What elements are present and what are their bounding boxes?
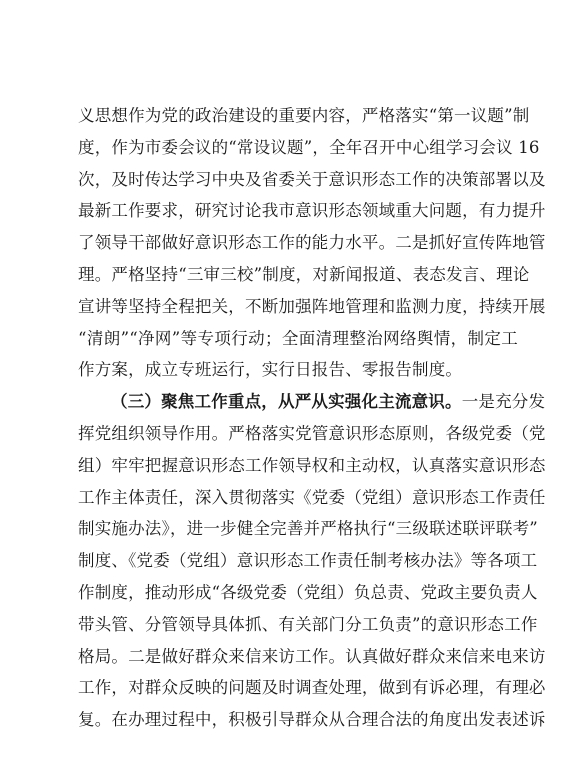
text-line-1: 义思想作为党的政治建设的重要内容，严格落实“第一议题”制: [78, 106, 530, 125]
text-line-16: 作制度，推动形成“各级党委（党组）负总责、党政主要负责人: [78, 582, 538, 602]
text-line-4: 最新工作要求，研究讨论我市意识形态领域重大问题，有力提升: [78, 201, 546, 221]
text-line-3: 次，及时传达学习中央及省委关于意识形态工作的决策部署以及: [78, 169, 546, 189]
document-page: [78, 100, 546, 736]
text-line-9: 作方案，成立专班运行，实行日报告、零报告制度。: [78, 360, 463, 380]
text-line-11: 挥党组织领导作用。严格落实党管意识形态原则，各级党委（党: [78, 423, 546, 443]
text-line-13: 工作主体责任，深入贯彻落实《党委（党组）意识形态工作责任: [78, 487, 546, 507]
text-line-19: 工作，对群众反映的问题及时调查处理，做到有诉必理，有理必: [78, 678, 546, 698]
text-line-14: 制实施办法》，进一步健全完善并严格执行“三级联述联评联考”: [78, 519, 538, 539]
section-heading: （三）聚焦工作重点，从严从实强化主流意识。: [111, 392, 462, 412]
text-line-6: 理。严格坚持“三审三校”制度，对新闻报道、表态发言、理论: [78, 264, 530, 284]
text-line-20: 复。在办理过程中，积极引导群众从合理合法的角度出发表述诉: [78, 710, 546, 730]
text-line-18: 格局。二是做好群众来信来访工作。认真做好群众来信来电来访: [78, 646, 546, 666]
section-heading-rest: 一是充分发: [461, 392, 546, 412]
text-line-8: “清朗”“净网”等专项行动；全面清理整治网络舆情，制定工: [78, 328, 518, 348]
text-line-7: 宣讲等坚持全程把关，不断加强阵地管理和监测力度，持续开展: [78, 296, 546, 316]
section-heading-line: [78, 386, 546, 418]
text-line-2: 度，作为市委会议的“常设议题”，全年召开中心组学习会议 16: [78, 137, 540, 157]
text-line-12: 组）牢牢把握意识形态工作领导权和主动权，认真落实意识形态: [78, 455, 546, 475]
text-line-15: 制度、《党委（党组）意识形态工作责任制考核办法》等各项工: [78, 551, 538, 571]
text-line-5: 了领导干部做好意识形态工作的能力水平。二是抓好宣传阵地管: [78, 233, 546, 253]
text-line-17: 带头管、分管领导具体抓、有关部门分工负责”的意识形态工作: [78, 614, 538, 634]
